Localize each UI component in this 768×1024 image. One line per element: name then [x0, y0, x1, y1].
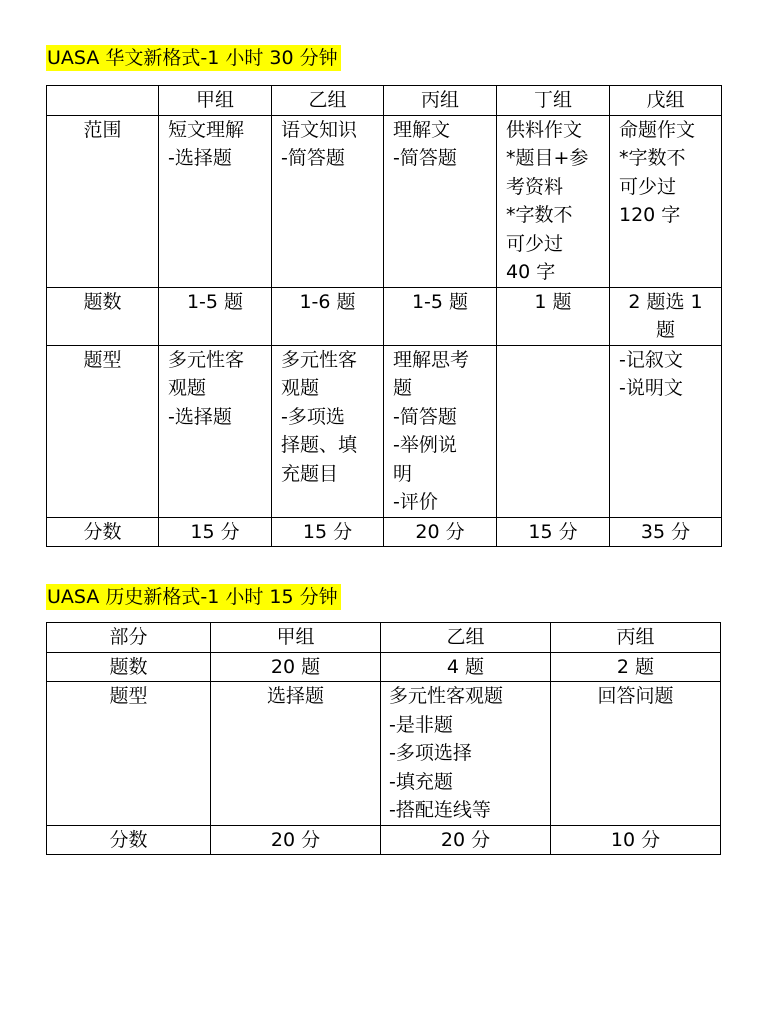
table-cell: 回答问题: [551, 682, 721, 826]
table-row-score: [47, 825, 721, 855]
history-exam-title: UASA 历史新格式-1 小时 15 分钟: [46, 584, 341, 610]
row-label: 题型: [47, 682, 211, 826]
header-cell-group-a: 甲组: [211, 623, 381, 653]
table-cell: 2 题选 1 题: [610, 287, 722, 345]
table-cell: 15 分: [497, 517, 610, 547]
history-exam-table: [46, 622, 721, 855]
table-cell: 理解文 -简答题: [384, 115, 497, 287]
table-cell: 10 分: [551, 825, 721, 855]
table-cell: 20 分: [381, 825, 551, 855]
table-cell: 短文理解 -选择题: [159, 115, 272, 287]
row-label: 题型: [47, 345, 159, 517]
header-cell-group-c: 丙组: [551, 623, 721, 653]
table-cell: 15 分: [272, 517, 384, 547]
table-cell: 20 分: [384, 517, 497, 547]
header-cell-section: 部分: [47, 623, 211, 653]
table-cell: 命题作文 *字数不 可少过 120 字: [610, 115, 722, 287]
table-cell: -记叙文 -说明文: [610, 345, 722, 517]
header-cell-group-b: 乙组: [381, 623, 551, 653]
table-cell: 15 分: [159, 517, 272, 547]
row-label: 分数: [47, 825, 211, 855]
table-cell: 1-5 题: [159, 287, 272, 345]
header-cell-group-c: 丙组: [384, 86, 497, 116]
table-cell: 1 题: [497, 287, 610, 345]
table-cell: 多元性客 观题 -选择题: [159, 345, 272, 517]
row-label: 题数: [47, 287, 159, 345]
table-cell: 多元性客观题 -是非题 -多项选择 -填充题 -搭配连线等: [381, 682, 551, 826]
row-label: 分数: [47, 517, 159, 547]
header-cell-blank: [47, 86, 159, 116]
chinese-exam-table: [46, 85, 722, 547]
table-row-range: [47, 115, 722, 287]
table-cell: 选择题: [211, 682, 381, 826]
row-label: 范围: [47, 115, 159, 287]
table-cell: 20 题: [211, 652, 381, 682]
table-cell: 2 题: [551, 652, 721, 682]
table-cell: 4 题: [381, 652, 551, 682]
table-cell: 1-6 题: [272, 287, 384, 345]
header-cell-group-e: 戊组: [610, 86, 722, 116]
row-label: 题数: [47, 652, 211, 682]
table-header-row: [47, 86, 722, 116]
table-row-score: [47, 517, 722, 547]
chinese-exam-title: UASA 华文新格式-1 小时 30 分钟: [46, 45, 341, 71]
header-cell-group-a: 甲组: [159, 86, 272, 116]
header-cell-group-b: 乙组: [272, 86, 384, 116]
table-header-row: [47, 623, 721, 653]
table-cell: 多元性客 观题 -多项选 择题、填 充题目: [272, 345, 384, 517]
table-cell: 1-5 题: [384, 287, 497, 345]
table-row-count: [47, 287, 722, 345]
table-cell: 供料作文 *题目+参 考资料 *字数不 可少过 40 字: [497, 115, 610, 287]
table-row-type: [47, 345, 722, 517]
table-cell: 理解思考 题 -简答题 -举例说 明 -评价: [384, 345, 497, 517]
table-cell: 35 分: [610, 517, 722, 547]
table-row-type: [47, 682, 721, 826]
table-cell: 20 分: [211, 825, 381, 855]
table-cell: [497, 345, 610, 517]
table-cell: 语文知识 -简答题: [272, 115, 384, 287]
table-row-count: [47, 652, 721, 682]
header-cell-group-d: 丁组: [497, 86, 610, 116]
